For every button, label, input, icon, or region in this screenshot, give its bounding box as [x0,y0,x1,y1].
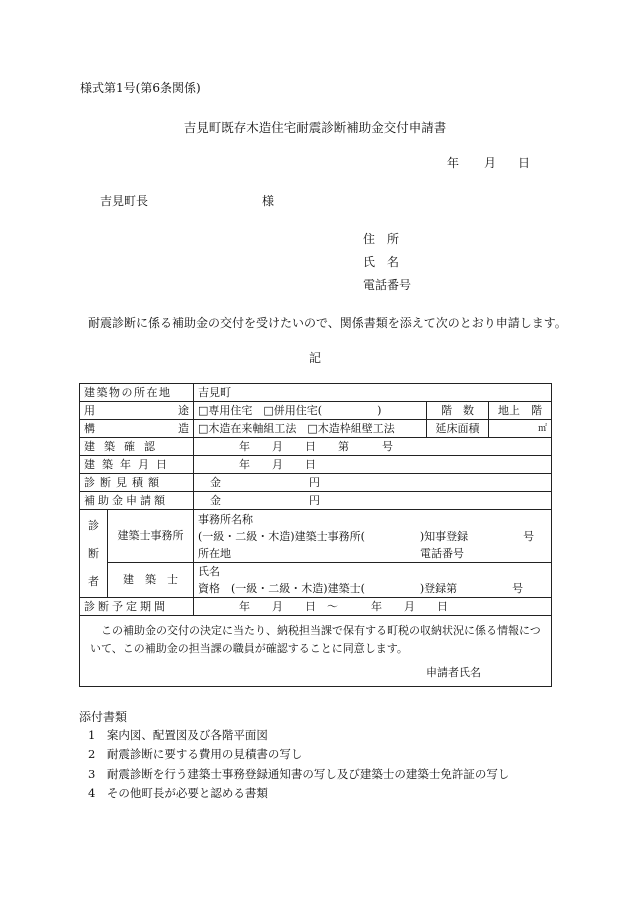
floors-label: 階 数 [427,402,489,420]
table-row [80,438,552,456]
table-row [80,474,552,492]
attachment-item: 1 案内図、配置図及び各階平面図 [88,728,268,742]
use-label: 用 途 [80,402,194,420]
architect-label: 建 築 士 [108,563,194,598]
attachment-item: 4 その他町長が必要と認める書類 [88,786,268,800]
structure-label: 構 造 [80,420,194,438]
period-label: 診断予定期間 [80,598,194,616]
table-row [80,420,552,438]
form-number: 様式第1号(第6条関係) [80,81,201,95]
attachment-item: 3 耐震診断を行う建築士事務登録通知書の写し及び建築士の建築士免許証の写し [88,767,510,781]
floors-value[interactable]: 地上 階 [489,402,552,420]
ki-heading: 記 [308,351,321,365]
addressee-mayor: 吉見町長 [100,194,149,208]
built-value[interactable]: 年 月 日 [194,456,552,474]
office-label: 建築士事務所 [108,510,194,563]
estimate-label: 診断見積額 [80,474,194,492]
date-day: 日 [518,156,531,170]
addressee-honorific: 様 [262,194,275,208]
page-title: 吉見町既存木造住宅耐震診断補助金交付申請書 [183,120,447,135]
structure-options[interactable]: □木造在来軸組工法 □木造枠組壁工法 [194,420,427,438]
location-label: 建築物の所在地 [80,384,194,402]
request-label: 補助金申請額 [80,492,194,510]
signer-label[interactable]: 申請者氏名 [426,666,481,679]
diagnostician-char: 診 [88,518,99,532]
confirm-value[interactable]: 年 月 日 第 号 [194,438,552,456]
attachment-item: 2 耐震診断に要する費用の見積書の写し [88,747,303,761]
body-text: 耐震診断に係る補助金の交付を受けたいので、関係書類を添えて次のとおり申請します。 [88,316,567,330]
table-row [80,384,552,402]
request-value[interactable]: 金 円 [194,492,552,510]
attachments-title: 添付書類 [79,710,128,724]
table-row [80,456,552,474]
date-year: 年 [447,156,460,170]
diagnostician-label [80,510,108,598]
table-row [80,492,552,510]
diagnostician-char: 断 [88,546,99,560]
applicant-name-label: 氏 名 [363,255,400,269]
office-location-line [198,545,547,562]
table-row [80,616,552,687]
consent-cell [80,616,552,687]
applicant-phone-label: 電話番号 [363,278,412,292]
period-value[interactable]: 年 月 日 ～ 年 月 日 [194,598,552,616]
table-row [80,563,552,598]
floor-area-label: 延床面積 [427,420,489,438]
use-options[interactable]: □専用住宅 □併用住宅( ) [194,402,427,420]
built-label: 建築年月日 [80,456,194,474]
architect-name: 氏名 [198,565,220,578]
table-row [80,598,552,616]
architect-cell[interactable] [194,563,552,598]
office-name: 事務所名称 [198,512,253,526]
architect-cert: 資格 (一級・二級・木造)建築士( )登録第 号 [198,582,524,595]
application-table [79,383,552,687]
diagnostician-char: 者 [88,574,99,588]
office-cell[interactable] [194,510,552,563]
location-value[interactable]: 吉見町 [194,384,552,402]
consent-text: この補助金の交付の決定に当たり、納税担当課で保有する町税の収納状況に係る情報について、この補助金の担当課の職員が確認することに同意します。 [90,624,541,655]
estimate-value[interactable]: 金 円 [194,474,552,492]
applicant-address-label: 住 所 [363,232,400,246]
table-row [80,510,552,563]
office-location: 所在地 [198,546,231,560]
office-reg: (一級・二級・木造)建築士事務所( )知事登録 号 [198,529,535,543]
date-month: 月 [484,156,497,170]
table-row [80,402,552,420]
office-phone: 電話番号 [420,546,464,560]
confirm-label: 建築確認 [80,438,194,456]
floor-area-unit[interactable]: ㎡ [489,420,552,438]
